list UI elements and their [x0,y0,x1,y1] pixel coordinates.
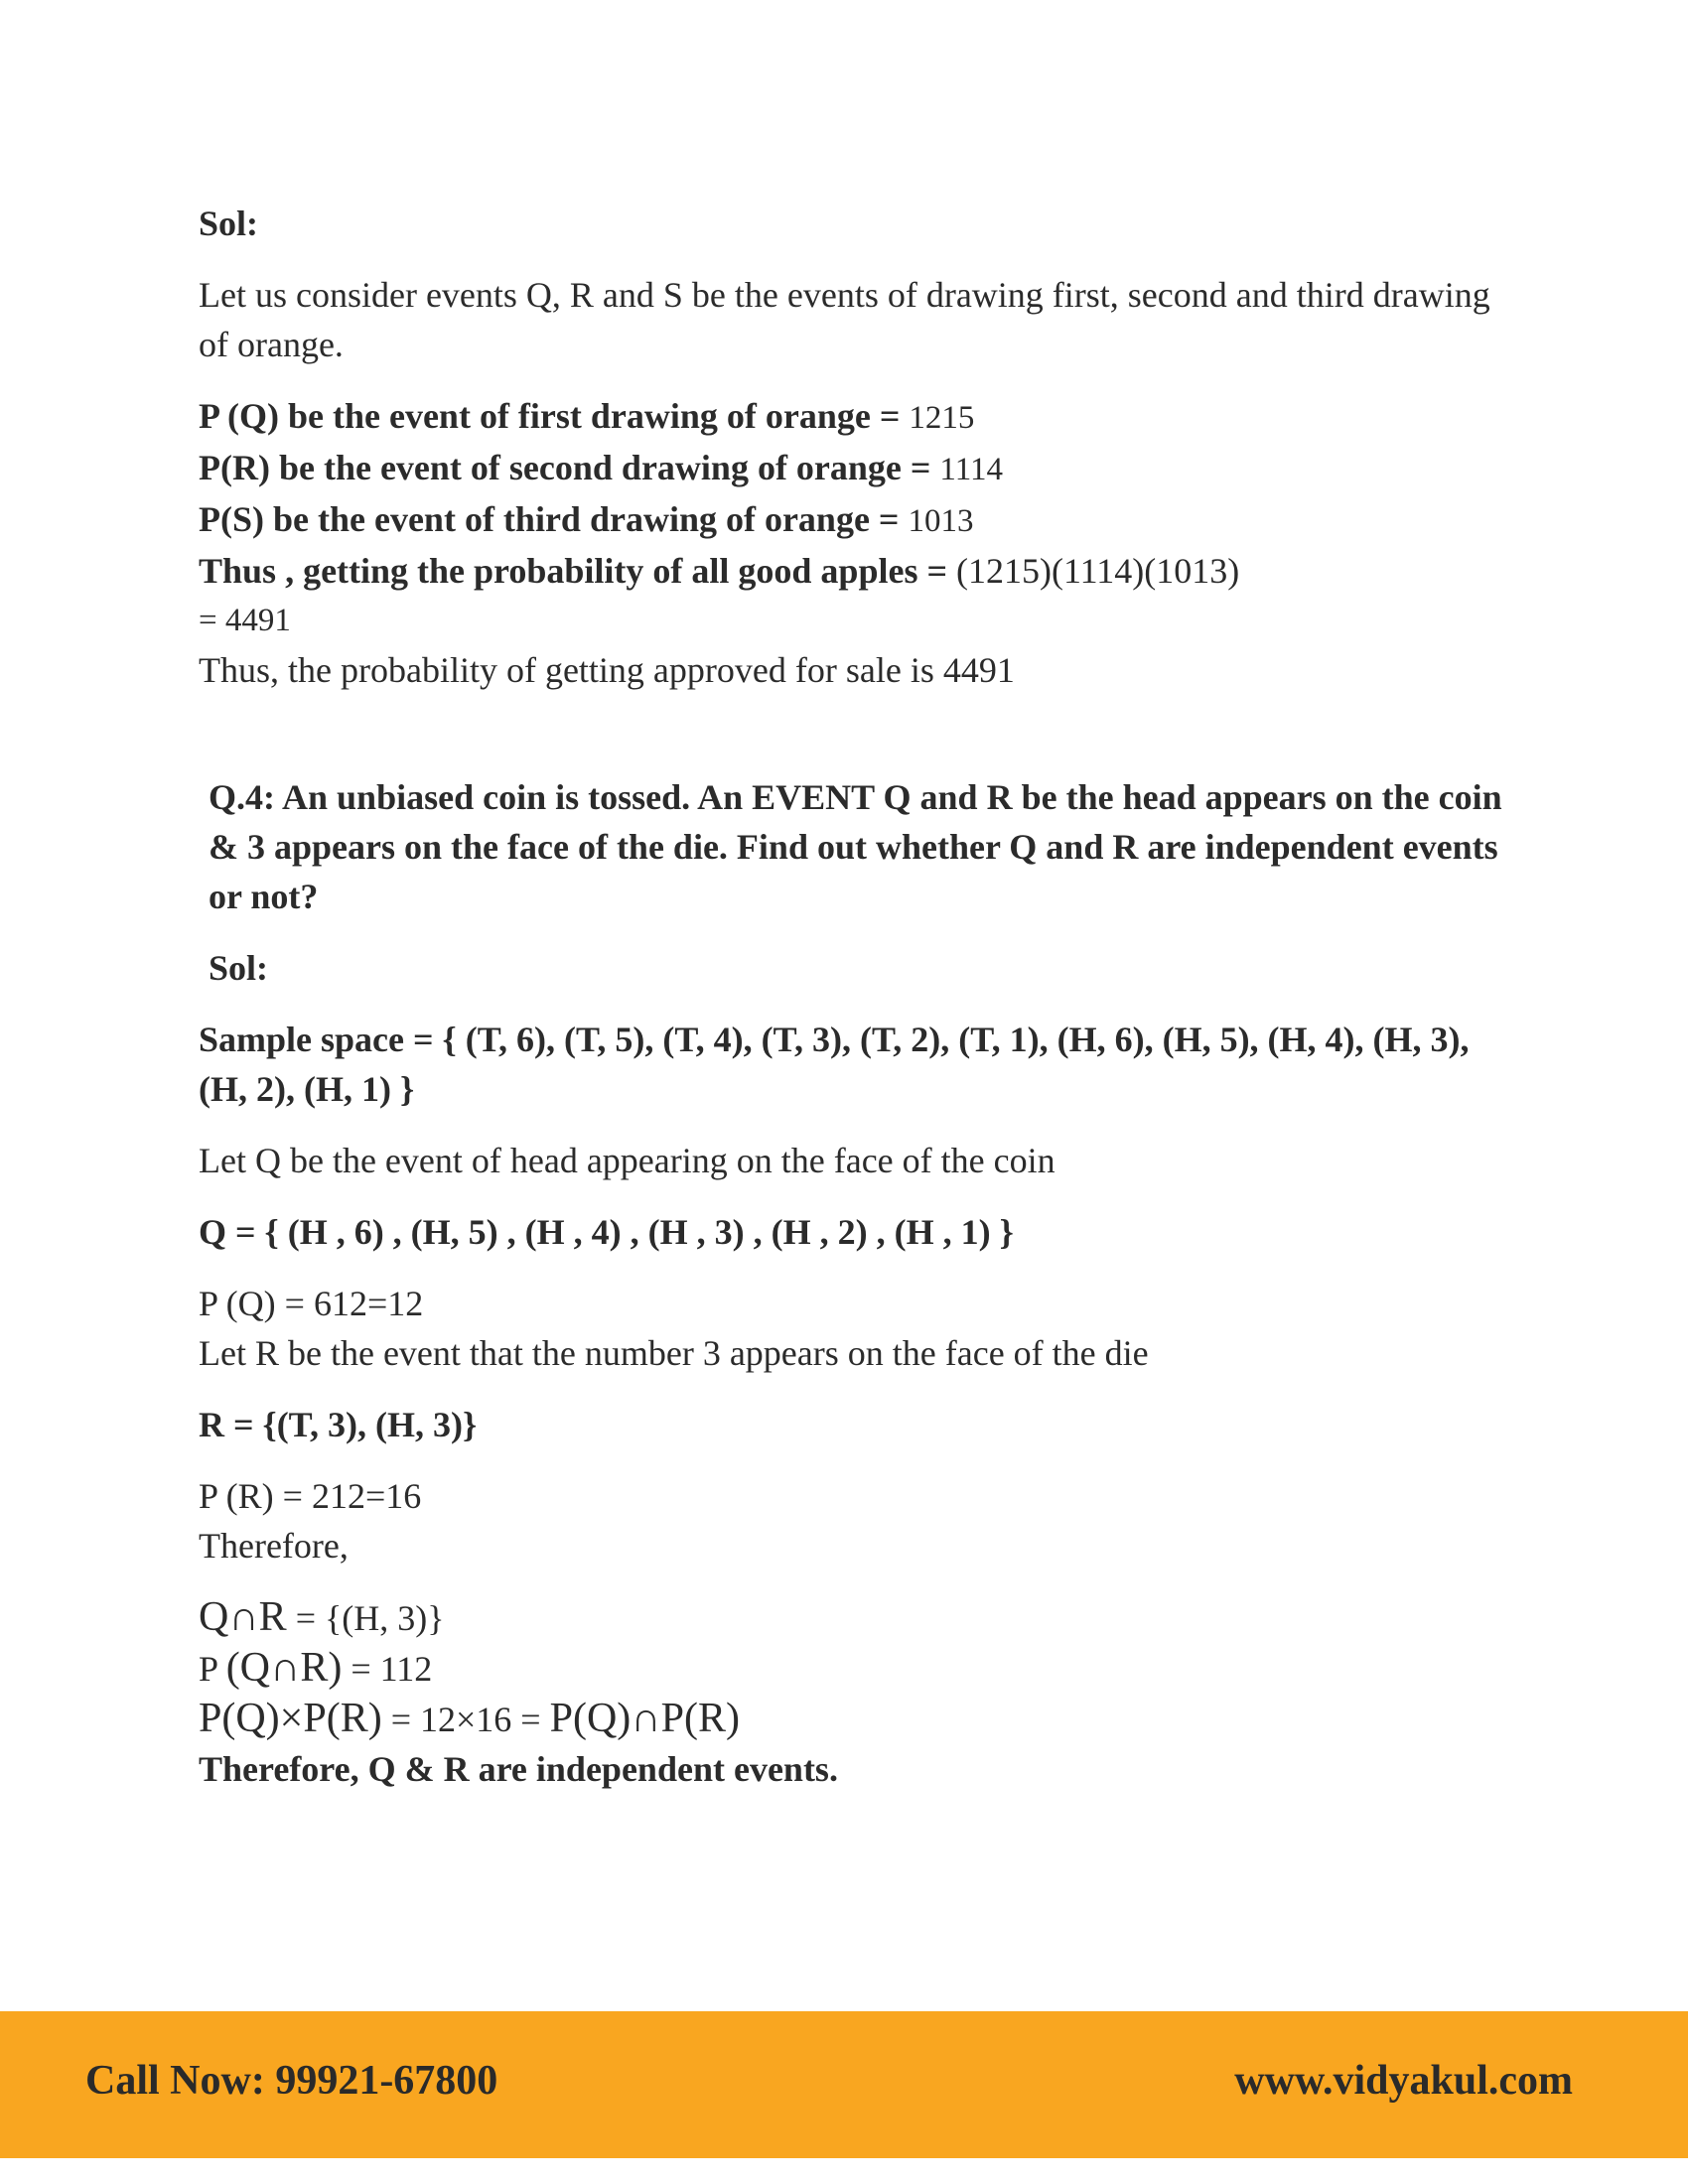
pr-value: P (R) = 212=16 [199,1476,422,1516]
q-set: Q = { (H , 6) , (H, 5) , (H , 4) , (H , 3) , (H , 2) , (H , 1) } [199,1212,1014,1252]
probability-lines [199,391,1519,695]
intro-paragraph: Let us consider events Q, R and S be the events of drawing first, second and third drawing of orange. [199,275,1490,364]
equals-line: = 4491 [199,603,291,638]
final-conclusion: Therefore, Q & R are independent events. [199,1749,838,1789]
sample-space: Sample space = { (T, 6), (T, 5), (T, 4), (T, 3), (T, 2), (T, 1), (H, 6), (H, 5), (H, 4), (H, 3), (H, 2), (H, 1) } [199,1020,1470,1109]
thus-line: Thus , getting the probability of all good apples = (1215)(1114)(1013) [199,551,1240,591]
product-line: P(Q)×P(R) = 12×16 = P(Q)∩P(R) [199,1696,740,1741]
footer-banner [0,2011,1688,2158]
pr-block [199,1471,1519,1570]
pq-block [199,1279,1519,1378]
p-q-intersect-r: P (Q∩R) = 112 [199,1645,433,1691]
conclusion-line: Thus, the probability of getting approved for sale is 4491 [199,650,1015,690]
sol-label-q4: Sol: [209,948,269,988]
intersection-block [199,1592,1519,1794]
q-intersect-r: Q∩R = {(H, 3)} [199,1594,445,1640]
sol-label: Sol: [199,204,259,243]
pr-line: P(R) be the event of second drawing of orange = 1114 [199,448,1003,487]
call-now-text: Call Now: 99921-67800 [85,2058,498,2104]
let-r-text: Let R be the event that the number 3 appears on the face of the die [199,1333,1149,1373]
pq-value: P (Q) = 612=12 [199,1284,424,1323]
ps-line: P(S) be the event of third drawing of orange = 1013 [199,499,974,539]
r-set: R = {(T, 3), (H, 3)} [199,1405,478,1444]
page-content [199,199,1519,1816]
pq-line: P (Q) be the event of first drawing of orange = 1215 [199,396,975,436]
therefore-text: Therefore, [199,1526,349,1566]
website-link[interactable]: www.vidyakul.com [1234,2058,1573,2104]
let-q-text: Let Q be the event of head appearing on the face of the coin [199,1141,1055,1180]
question-4: Q.4: An unbiased coin is tossed. An EVENT Q and R be the head appears on the coin & 3 appears on the face of the die. Find out whether Q and R are independent events or not? [209,777,1502,916]
